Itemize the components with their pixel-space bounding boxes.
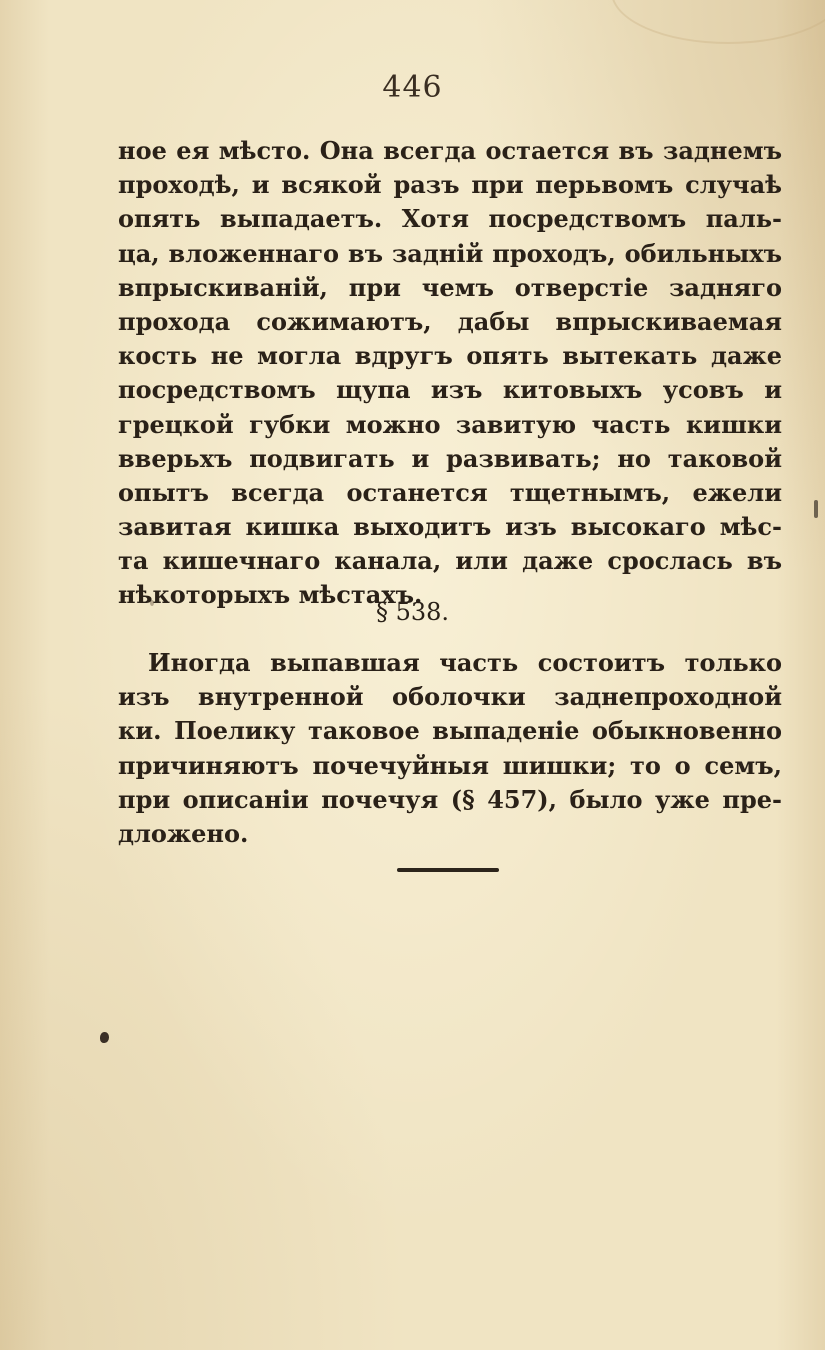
text-line: причиняютъ почечуйныя шишки; то о семъ, [118,750,782,780]
text-line: та кишечнаго канала, или даже срослась въ [118,546,782,576]
paragraph-1 [118,134,782,613]
text-line: ца, вложеннаго въ заднiй проходъ, обильныхъ [118,238,782,268]
text-line: кость не могла вдругъ опять вытекать даже [118,341,782,371]
text-line: изъ внутренной оболочки заднепроходной [118,682,782,712]
ink-smudge [100,1032,109,1043]
text-line: дложено. [118,818,249,848]
text-line: ки. Поелику таковое выпаденiе обыкновенно [118,716,782,746]
paper-stain [611,0,825,44]
text-line: при описанiи почечуя (§ 457), было уже пре- [118,784,782,814]
section-heading: § 538. [375,598,450,626]
text-line: опять выпадаетъ. Хотя посредствомъ паль- [118,204,782,234]
text-line: ное ея мѣсто. Она всегда остается въ заднемъ [118,136,782,165]
text-line: прохода сожимаютъ, дабы впрыскиваемая [118,306,782,336]
text-line: грецкой губки можно завитую часть кишки [118,409,782,439]
text-line: Иногда выпавшая часть состоитъ только [148,648,782,677]
section-divider [397,868,499,872]
text-line: посредствомъ щупа изъ китовыхъ усовъ и [118,375,782,405]
paragraph-2 [118,646,782,851]
text-line: завитая кишка выходитъ изъ высокаго мѣс- [118,512,782,542]
text-line: нѣкоторыхъ мѣстахъ. [118,580,423,610]
text-line: проходѣ, и всякой разъ при перьвомъ случаѣ [118,170,782,200]
page-number: 446 [382,70,443,105]
margin-mark [814,500,818,518]
text-line: впрыскиванiй, при чемъ отверстiе задняго [118,272,782,302]
text-line: вверьхъ подвигать и развивать; но таковой [118,443,782,473]
text-line: опытъ всегда останется тщетнымъ, ежели [118,477,782,507]
